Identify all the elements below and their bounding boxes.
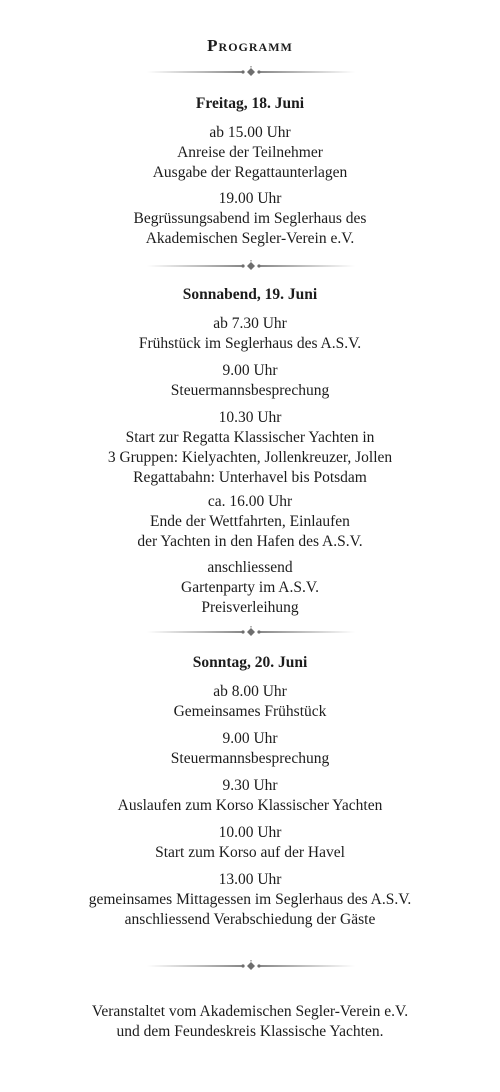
entry-time: 10.00 Uhr (218, 824, 282, 841)
ornament-divider (145, 66, 357, 78)
schedule-entry (0, 189, 500, 249)
schedule-entry (0, 492, 500, 552)
entry-text: der Yachten in den Hafen des A.S.V. (137, 533, 363, 550)
entry-text: Ausgabe der Regattaunterlagen (152, 164, 348, 181)
divider-flourish-icon (145, 626, 357, 638)
schedule-entry (0, 776, 500, 816)
entry-text: Steuermannsbesprechung (170, 382, 330, 399)
schedule-entry (0, 870, 500, 930)
ornament-divider (145, 960, 357, 972)
ornament-divider (145, 260, 357, 272)
entry-text: Start zur Regatta Klassischer Yachten in (125, 429, 375, 446)
entry-text: 3 Gruppen: Kielyachten, Jollenkreuzer, Jollen (107, 449, 393, 466)
schedule-entry (0, 823, 500, 863)
day-heading-sunday: Sonntag, 20. Juni (192, 654, 308, 671)
footer-line: Veranstaltet vom Akademischen Segler-Verein e.V. (91, 1003, 409, 1020)
entry-text: Start zum Korso auf der Havel (155, 844, 345, 861)
footer-line: und dem Feundeskreis Klassische Yachten. (116, 1023, 384, 1040)
entry-time: anschliessend (207, 559, 293, 576)
entry-time: ab 8.00 Uhr (213, 683, 287, 700)
entry-time: 9.30 Uhr (222, 777, 278, 794)
entry-time: 9.00 Uhr (222, 730, 278, 747)
entry-text: Gartenparty im A.S.V. (181, 579, 319, 596)
schedule-entry (0, 408, 500, 488)
entry-time: ca. 16.00 Uhr (207, 493, 293, 510)
entry-time: 19.00 Uhr (218, 190, 282, 207)
entry-text: Begrüssungsabend im Seglerhaus des (133, 210, 367, 227)
page-title: Programm (207, 36, 293, 55)
day-heading-friday: Freitag, 18. Juni (195, 95, 305, 112)
entry-text: Auslaufen zum Korso Klassischer Yachten (117, 797, 383, 814)
entry-text: Anreise der Teilnehmer (177, 144, 323, 161)
entry-time: ab 15.00 Uhr (209, 124, 291, 141)
entry-text: anschliessend Verabschiedung der Gäste (124, 911, 376, 928)
schedule-entry (0, 361, 500, 401)
schedule-entry (0, 123, 500, 183)
divider-flourish-icon (145, 960, 357, 972)
entry-time: 10.30 Uhr (218, 409, 282, 426)
organizer-footer (0, 1002, 500, 1042)
schedule-entry (0, 558, 500, 618)
schedule-entry (0, 729, 500, 769)
entry-text: Preisverleihung (201, 599, 299, 616)
entry-text: Steuermannsbesprechung (170, 750, 330, 767)
day-heading-saturday: Sonnabend, 19. Juni (182, 286, 318, 303)
divider-flourish-icon (145, 260, 357, 272)
entry-text: Regattabahn: Unterhavel bis Potsdam (133, 469, 367, 486)
entry-time: ab 7.30 Uhr (213, 315, 287, 332)
entry-text: Gemeinsames Frühstück (173, 703, 327, 720)
entry-text: Akademischen Segler-Verein e.V. (145, 230, 355, 247)
ornament-divider (145, 626, 357, 638)
entry-time: 9.00 Uhr (222, 362, 278, 379)
schedule-entry (0, 682, 500, 722)
schedule-entry (0, 314, 500, 354)
entry-text: Frühstück im Seglerhaus des A.S.V. (138, 335, 362, 352)
entry-text: gemeinsames Mittagessen im Seglerhaus des A.S.V. (88, 891, 412, 908)
entry-time: 13.00 Uhr (218, 871, 282, 888)
divider-flourish-icon (145, 66, 357, 78)
entry-text: Ende der Wettfahrten, Einlaufen (150, 513, 350, 530)
